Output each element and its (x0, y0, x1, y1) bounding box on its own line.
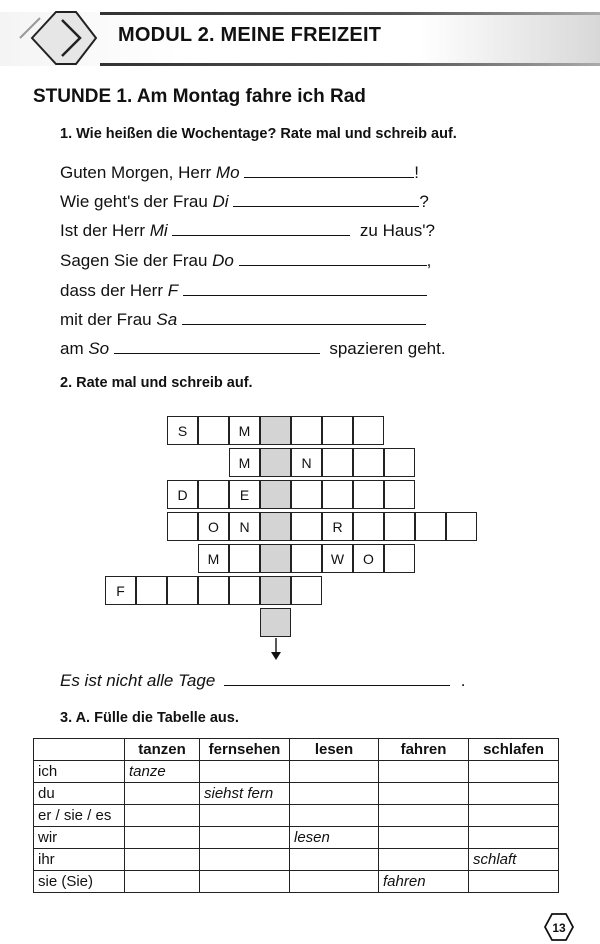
crossword-cell[interactable]: D (167, 480, 198, 509)
crossword-cell[interactable] (384, 544, 415, 573)
table-row (34, 871, 559, 893)
table-cell[interactable] (200, 849, 290, 871)
task1-line-7: am So spazieren geht. (60, 339, 446, 358)
column-header: fahren (379, 739, 469, 761)
table-corner-cell (34, 739, 125, 761)
crossword-cell[interactable] (322, 416, 353, 445)
task3-heading: 3. A. Fülle die Tabelle aus. (60, 710, 239, 726)
day-hint: So (88, 339, 110, 358)
answer-blank[interactable] (239, 250, 427, 266)
answer-blank[interactable] (114, 338, 320, 354)
sentence-answer-blank[interactable] (224, 670, 450, 686)
table-cell[interactable]: fahren (379, 871, 469, 893)
answer-blank[interactable] (172, 220, 350, 236)
column-header: tanzen (125, 739, 200, 761)
table-cell[interactable] (200, 827, 290, 849)
table-cell[interactable] (379, 805, 469, 827)
answer-blank[interactable] (182, 309, 426, 325)
crossword-cell[interactable] (353, 416, 384, 445)
column-header: lesen (290, 739, 379, 761)
crossword-cell[interactable] (353, 448, 384, 477)
table-cell[interactable] (469, 827, 559, 849)
day-hint: F (167, 281, 179, 300)
crossword-solution-cell[interactable] (260, 608, 291, 637)
table-cell[interactable] (125, 805, 200, 827)
table-cell[interactable] (290, 849, 379, 871)
column-header: schlafen (469, 739, 559, 761)
pronoun-cell: wir (34, 827, 125, 849)
pronoun-cell: du (34, 783, 125, 805)
crossword-cell[interactable]: M (229, 416, 260, 445)
crossword-cell[interactable] (291, 480, 322, 509)
module-title: MODUL 2. MEINE FREIZEIT (118, 24, 382, 46)
task2-sentence: Es ist nicht alle Tage . (60, 671, 466, 690)
answer-blank[interactable] (183, 280, 427, 296)
task1-line-6: mit der Frau Sa (60, 309, 426, 331)
crossword-cell[interactable] (198, 416, 229, 445)
crossword-cell[interactable] (291, 512, 322, 541)
task1-line-1: Guten Morgen, Herr Mo ! (60, 163, 419, 182)
task1-line-4: Sagen Sie der Frau Do , (60, 251, 432, 270)
crossword-cell[interactable]: O (198, 512, 229, 541)
table-cell[interactable] (290, 783, 379, 805)
crossword-solution-cell[interactable] (260, 448, 291, 477)
crossword-cell[interactable] (167, 512, 198, 541)
table-cell[interactable]: schlaft (469, 849, 559, 871)
crossword-cell[interactable]: M (229, 448, 260, 477)
lesson-title: STUNDE 1. Am Montag fahre ich Rad (33, 86, 366, 107)
crossword-cell[interactable] (136, 576, 167, 605)
crossword-solution-cell[interactable] (260, 512, 291, 541)
day-hint: Di (212, 192, 229, 211)
crossword-cell[interactable] (384, 480, 415, 509)
table-cell[interactable] (200, 805, 290, 827)
answer-blank[interactable] (233, 191, 419, 207)
table-cell[interactable] (200, 871, 290, 893)
table-cell[interactable] (379, 849, 469, 871)
crossword-cell[interactable]: S (167, 416, 198, 445)
table-row (34, 805, 559, 827)
table-cell[interactable] (469, 805, 559, 827)
page-number-badge-icon (544, 912, 574, 942)
crossword-cell[interactable] (322, 480, 353, 509)
crossword-cell[interactable]: M (198, 544, 229, 573)
column-header: fernsehen (200, 739, 290, 761)
crossword-cell[interactable]: W (322, 544, 353, 573)
day-hint: Mi (149, 221, 168, 240)
crossword-cell[interactable] (322, 448, 353, 477)
table-cell[interactable] (125, 827, 200, 849)
task2-heading: 2. Rate mal und schreib auf. (60, 375, 253, 391)
crossword-cell[interactable] (229, 576, 260, 605)
crossword-solution-cell[interactable] (260, 480, 291, 509)
table-cell[interactable]: lesen (290, 827, 379, 849)
crossword-cell[interactable]: R (322, 512, 353, 541)
header-rule-top (100, 12, 600, 15)
pronoun-cell: er / sie / es (34, 805, 125, 827)
crossword-cell[interactable] (415, 512, 446, 541)
crossword-cell[interactable] (353, 480, 384, 509)
table-cell[interactable]: siehst fern (200, 783, 290, 805)
table-row (34, 849, 559, 871)
task1-line-2: Wie geht's der Frau Di ? (60, 192, 429, 211)
table-row (34, 783, 559, 805)
pronoun-cell: ihr (34, 849, 125, 871)
table-cell[interactable] (200, 761, 290, 783)
crossword-cell[interactable] (291, 576, 322, 605)
pronoun-cell: ich (34, 761, 125, 783)
table-cell[interactable] (290, 871, 379, 893)
crossword-cell[interactable] (198, 576, 229, 605)
pronoun-cell: sie (Sie) (34, 871, 125, 893)
crossword-cell[interactable]: N (229, 512, 260, 541)
crossword-cell[interactable] (291, 416, 322, 445)
crossword-cell[interactable] (384, 512, 415, 541)
table-cell[interactable] (290, 761, 379, 783)
crossword-solution-cell[interactable] (260, 576, 291, 605)
header-rule-bottom (100, 63, 600, 66)
table-header-row (34, 739, 559, 761)
table-row (34, 827, 559, 849)
table-cell[interactable] (125, 871, 200, 893)
day-hint: Do (212, 251, 234, 270)
table-cell[interactable] (379, 761, 469, 783)
crossword-cell[interactable] (167, 576, 198, 605)
verb-conjugation-table (33, 738, 559, 893)
day-hint: Sa (156, 310, 178, 329)
crossword-cell[interactable] (229, 544, 260, 573)
crossword-cell[interactable]: E (229, 480, 260, 509)
table-cell[interactable]: tanze (125, 761, 200, 783)
crossword-cell[interactable] (198, 480, 229, 509)
crossword-solution-cell[interactable] (260, 544, 291, 573)
table-cell[interactable] (469, 783, 559, 805)
crossword-cell[interactable] (353, 512, 384, 541)
table-cell[interactable] (125, 849, 200, 871)
table-row (34, 761, 559, 783)
day-hint: Mo (215, 163, 240, 182)
crossword-cell[interactable]: F (105, 576, 136, 605)
task1-line-3: Ist der Herr Mi zu Haus'? (60, 221, 435, 240)
page-number: 13 (552, 921, 566, 935)
table-cell[interactable] (469, 871, 559, 893)
answer-blank[interactable] (244, 162, 414, 178)
table-cell[interactable] (379, 783, 469, 805)
header-chevron-icon (14, 6, 104, 68)
crossword-cell[interactable] (291, 544, 322, 573)
arrow-down-icon (268, 638, 284, 662)
table-cell[interactable] (469, 761, 559, 783)
task1-line-5: dass der Herr F (60, 280, 427, 302)
crossword-cell[interactable]: N (291, 448, 322, 477)
table-cell[interactable] (290, 805, 379, 827)
table-cell[interactable] (379, 827, 469, 849)
crossword-cell[interactable]: O (353, 544, 384, 573)
crossword-solution-cell[interactable] (260, 416, 291, 445)
task1-heading: 1. Wie heißen die Wochentage? Rate mal und schreib auf. (60, 126, 457, 142)
crossword-cell[interactable] (446, 512, 477, 541)
crossword-cell[interactable] (384, 448, 415, 477)
table-cell[interactable] (125, 783, 200, 805)
